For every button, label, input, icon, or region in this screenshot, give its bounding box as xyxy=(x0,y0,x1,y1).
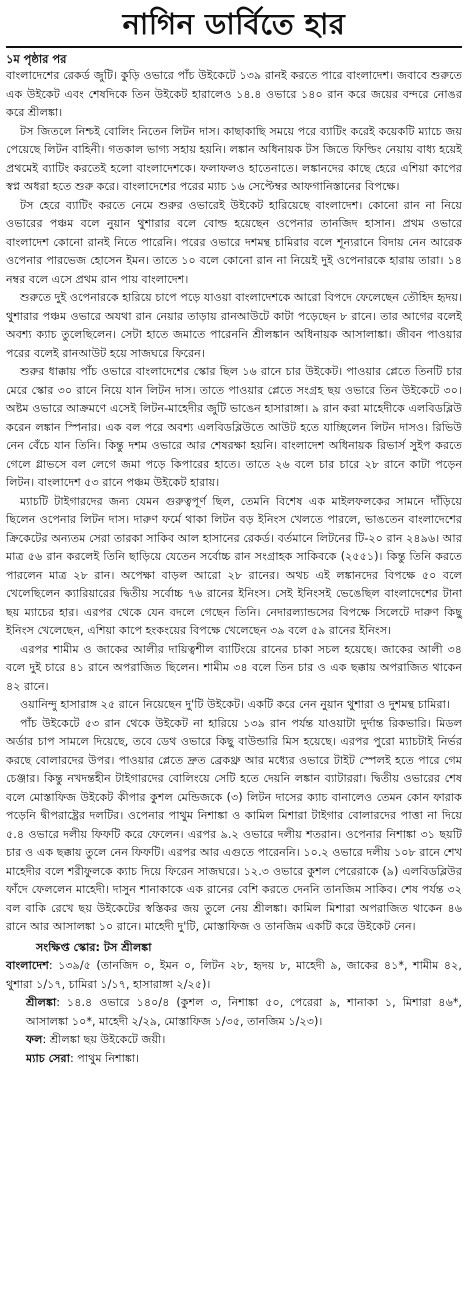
scorecard-bangladesh-text: : ১৩৯/৫ (তানজিদ ০, ইমন ০, লিটন ২৮, হৃদয় ৮, মাহেদী ৯, জাকের ৪১*, শামীম ৪২, থুশারা ১/১৭, চামিরা ১/১৭, হাসারাঙ্গা ২/২৫)। xyxy=(6,959,462,991)
article-paragraph: পাঁচ উইকেটে ৫৩ রান থেকে উইকেট না হারিয়ে ১৩৯ রান পর্যন্ত যাওয়াটা দুর্দান্ত রিকভারি। মিডল অর্ডার চাপ সামলে দিয়েছে, তবে ডেথ ওভারে কিছু বাউন্ডারি মিস হয়েছে। এরপর পুরো ম্যাচটাই নির্ভর করছে বোলারদের উপর। পাওয়ার প্লেতে দ্রুত ব্রেকথ্রু আর মধ্যের ওভারে টাইট স্পেলই হতে পারে গেম চেঞ্জার। কিন্তু নখদন্তহীন টাইগারদের বোলিংয়ে সেটি হতে দেয়নি লঙ্কান ব্যাটাররা। দ্বিতীয় ওভারের শেষ বলে মোস্তাফিজ উইকেট কীপার কুশল মেন্ডিজকে (৩) লিটন দাসের ক্যাচ বানালেও তেমন কোন ফারাক পড়েনি দ্বীপরাষ্ট্রের দলটির। ওপেনার পাথুম নিশাঙ্কা ও কামিল মিশারা টাইগার বোলারদের পাত্তা না দিয়ে ৫.৪ ওভারে দলীয় ফিফটি করে ফেলেন। এরপর ৯.২ ওভারে দলীয় শতরান। ওপেনার নিশাঙ্কা ৩১ ছয়টি চার ও এক ছক্কায় তুলে নেন ফিফটি। এরপর আর এগুতে পারেননি। ১০.২ ওভারে দলীয় ১০৮ রানে শেখ মাহেদীর বলে শরীফুলকে ক্যাচ দিয়ে ফিরেন সাজঘরে। ১২.৩ ওভারে কুশল পেরেরাকে (৯) এলবিডব্লিউর ফাঁদে ফেললেন মাহেদী। দাসুন শানাকাকে এক রানের বেশি করতে দেননি তানজিম সাকিব। শেষ পর্যন্ত ৩২ বল বাকি রেখে ছয় উইকেটের স্বস্তিকর জয় তুলে নেয় শ্রীলঙ্কা। কামিল মিশারা অপরাজিত থাকেন ৪৬ রানে আর আসালঙ্কা ১০ রানে। মাহেদী দু'টি, মোস্তাফিজ ও তানজিম একটি করে উইকেট নেন। xyxy=(6,716,462,933)
scorecard-result-label: ফল xyxy=(26,1033,43,1046)
scorecard-motm-text: : পাথুম নিশাঙ্কা। xyxy=(69,1051,140,1065)
article-paragraph: ওয়ানিন্দু হাসারাঙ্গ ২৫ রানে নিয়েছেন দু'টি উইকেট। একটি করে নেন নুয়ান থুশারা ও দুশমন্থ চামিরা। xyxy=(20,698,450,711)
scorecard-title: সংক্ষিপ্ত স্কোর: টস শ্রীলঙ্কা xyxy=(36,940,152,954)
headline: নাগিন ডার্বিতে হার xyxy=(122,7,346,41)
scorecard-bangladesh xyxy=(6,957,462,994)
scorecard-srilanka-text: : ১৪.৪ ওভারে ১৪০/৪ (কুশল ৩, নিশাঙ্কা ৫০, পেরেরা ৯, শানাকা ১, মিশারা ৪৬*, আসালঙ্কা ১০*, মাহেদী ২/২৯, মোস্তাফিজ ১/৩৫, তানজিম ১/২৩)। xyxy=(26,996,462,1028)
scorecard-bangladesh-label: বাংলাদেশ xyxy=(6,959,49,972)
scorecard-result xyxy=(6,1031,462,1050)
scorecard-result-text: : শ্রীলঙ্কা ছয় উইকেটে জয়ী। xyxy=(42,1033,166,1046)
article-paragraph: শুরুর ধাক্কায় পাঁচ ওভারে বাংলাদেশের স্কোর ছিল ১৬ রানে চার উইকেট। পাওয়ার প্লেতে তিনটি চার মেরে স্কোর ৩০ রানে নিয়ে যান লিটন দাস। তাতে পাওয়ার প্লেতে সংগ্রহ ছয় ওভারে তিন উইকেটে ৩০। অষ্টম ওভারে আক্রমণে এসেই লিটন-মাহেদীর জুটি ভাঙেন হাসারাঙ্গা। ৯ রান করা মাহেদীকে এলবিডব্লিউ করেন লঙ্কান স্পিনার। এক বল পরে অবশ্য এলবিডব্লিউতে আউট হতে যাচ্ছিলেন লিটন দাসও। রিভিউ নেন বেঁচে যান তিনি। কিন্তু দশম ওভারে আর শেষরক্ষা হয়নি। বাংলাদেশ অধিনায়ক রিভার্স সুইপ করতে গেলে গ্লাভসে বল লেগে জমা পড়ে কিপারের হাতে। তাতে ২৬ বলে চার চারে ২৮ রানে কাটা পড়েন লিটন। বাংলাদেশ ৫৩ রানে পঞ্চম উইকেট হারায়। xyxy=(6,365,462,489)
article-body xyxy=(6,67,462,937)
article-paragraph: ম্যাচটি টাইগারদের জন্য যেমন গুরুত্বপূর্ণ ছিল, তেমনি বিশেষ এক মাইলফলকের সামনে দাঁড়িয়ে ছিলেন ওপেনার লিটন দাস। দারুণ ফর্মে থাকা লিটন বড় ইনিংস খেলতে পারলে, ভাঙতেন বাংলাদেশের ক্রিকেটের অন্যতম সেরা তারকা সাকিব আল হাসানের রেকর্ড। বর্তমানে লিটনের টি-২০ রান ২৪৯৬। আর মাত্র ৫৬ রান করলেই তিনি ছাড়িয়ে যেতেন সর্বোচ্চ রান সংগ্রাহক সাকিবকে (২৫৫১)। কিন্তু তিনি করতে পারলেন মাত্র ২৮ রান। অপেক্ষা বাড়ল আরো ২৮ রানের। অথচ এই লঙ্কানদের বিপক্ষে ৫০ বলে খেলেছিলেন ক্যারিয়ারের দ্বিতীয় সর্বোচ্চ ৭৬ রানের ইনিংস। সেই ইনিংসই ভেঙেছিল বাংলাদেশের টানা ছয় ম্যাচের হার। এরপর থেকে যেন বদলে গেছেন তিনি। নেদারল্যান্ডসের বিপক্ষে সিলেটে দারুণ কিছু ইনিংস খেলেছেন, এশিয়া কাপে হংকংয়ের বিপক্ষে খেলেছেন ৩৯ বলে ৫৯ রানের ইনিংস। xyxy=(6,494,462,637)
article-paragraph: টস হেরে ব্যাটিং করতে নেমে শুরুর ওভারেই উইকেট হারিয়েছে বাংলাদেশ। কোনো রান না নিয়ে ওভারের পঞ্চম বলে নুয়ান থুশারার বলে বোল্ড হয়েছেন ওপেনার তানজিদ হাসান। প্রথম ওভারে বাংলাদেশ কোনো রানই নিতে পারেনি। পরের ওভারে দশমন্থ চামিরার বলে শূন্যরানে বিদায় নেন আরেক ওপেনার পারভেজ হোসেন ইমন। তাতে ১০ বলে কোনো রান না নিয়েই দুই ওপেনারকে হারায় তারা। ১৪ নম্বর বলে এসে প্রথম রান পায় বাংলাদেশ। xyxy=(6,198,462,286)
article-paragraph: এরপর শামীম ও জাকের আলীর দায়িত্বশীল ব্যাটিংয়ে রানের চাকা সচল হয়েছে। জাকের আলী ৩৪ বলে দুই চারে ৪১ রানে অপরাজিত ছিলেন। শামীম ৩৪ বলে তিন চার ও এক ছক্কায় অপরাজিত থাকেন ৪২ রানে। xyxy=(6,642,462,693)
article-paragraph: শুরুতে দুই ওপেনারকে হারিয়ে চাপে পড়ে যাওয়া বাংলাদেশকে আরো বিপদে ফেলেছেন তৌহিদ হৃদয়। থুশারার পঞ্চম ওভারে অযথা রান নেয়ার তাড়ায় রানআউটে কাটা পড়েছেন ৮ রানে। তার আগের বলেই অবশ্য ক্যাচ তুলেছিলেন। সেটা হাতে জমাতে পারেননি শ্রীলঙ্কান অধিনায়ক আসালাঙ্কা। জীবন পাওয়ার পরের বলেই রানআউট হয়ে সাজঘরে ফিরেন। xyxy=(6,291,462,360)
article-paragraph: বাংলাদেশের রেকর্ড জুটি। কুড়ি ওভারে পাঁচ উইকেটে ১৩৯ রানই করতে পারে বাংলাদেশ। জবাবে শুরুতে এক উইকেট এবং শেষদিকে তিন উইকেট হারালেও ১৪.৪ ওভারে ১৪০ রান করে জয়ের বন্দরে নোঙর করে শ্রীলঙ্কা। xyxy=(6,69,462,119)
scorecard xyxy=(6,939,462,1069)
headline-rule xyxy=(6,46,462,48)
scorecard-srilanka xyxy=(6,994,462,1031)
scorecard-man-of-the-match xyxy=(6,1050,462,1069)
scorecard-motm-label: ম্যাচ সেরা xyxy=(26,1051,70,1065)
continued-from-label: ১ম পৃষ্ঠার পর xyxy=(6,52,67,66)
article-paragraph: টস জিতলে নিশ্চই বোলিং নিতেন লিটন দাস। কাছাকাছি সময়ে পরে ব্যাটিং করেই কয়েকটি ম্যাচে জয় পেয়েছে লিটন বাহিনী। গতকাল ভাগ্য সহায় হয়নি। লঙ্কান অধিনায়ক টস জিতে ফিল্ডিং নেয়ায় বাধ্য হয়েই প্রথমেই ব্যাটিং করতেই হলো বাংলাদেশকে। ফলাফলও হাতেনাতে। লঙ্কানদের কাছে হেরে এশিয়া কাপের স্বপ্ন অধরা হতে শুরু করে। বাংলাদেশের পরের ম্যাচ ১৬ সেপ্টেম্বর আফগানিস্তানের বিপক্ষে। xyxy=(6,124,462,193)
scorecard-srilanka-label: শ্রীলঙ্কা xyxy=(26,996,57,1009)
